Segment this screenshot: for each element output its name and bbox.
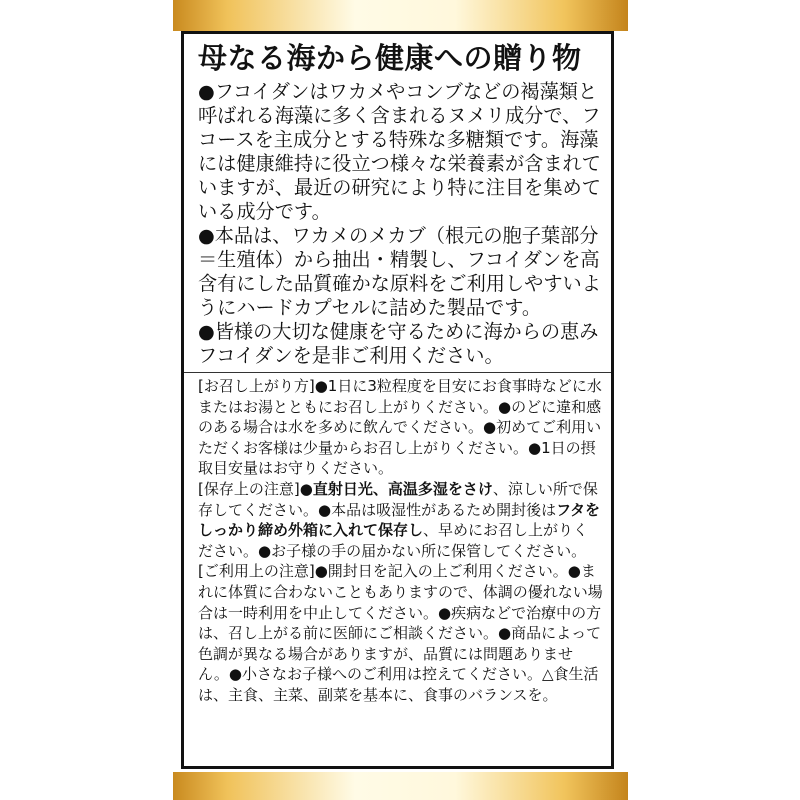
intro-paragraph: ●フコイダンはワカメやコンブなどの褐藻類と呼ばれる海藻に多く含まれるヌメリ成分で、フコースを主成分とする特殊な多糖類です。海藻には健康維持に役立つ様々な栄養素が含まれていますが、最近の研究により特に注目を集めている成分です。 bbox=[198, 80, 601, 223]
storage-text: ● bbox=[299, 479, 313, 498]
notes-section bbox=[198, 376, 603, 706]
storage-text: 、涼しい所で保存してください。●本品は吸湿性があるため開封後は bbox=[198, 479, 598, 519]
caution-text: ●開封日を記入の上ご利用ください。●まれに体質に合わないこともありますので、体調の優れない場合は一時利用を中止してください。●疾病などで治療中の方は、召し上がる前に医師にご相談ください。●商品によって色調が異なる場合がありますが、品質には問題ありません。●小さなお子様へのご利用は控えてください。△食生活は、主食、主菜、副菜を基本に、食事のバランスを。 bbox=[198, 562, 603, 704]
intro-paragraph: ●本品は、ワカメのメカブ（根元の胞子葉部分＝生殖体）から抽出・精製し、フコイダンを高含有にした品質確かな原料をご利用しやすいようにハードカプセルに詰めた製品です。 bbox=[198, 224, 601, 319]
caution-heading: [ご利用上の注意] bbox=[198, 562, 315, 581]
storage-heading: [保存上の注意] bbox=[198, 479, 300, 498]
caution-note bbox=[198, 561, 603, 705]
usage-text: ●1日に3粒程度を目安にお食事時などに水またはお湯とともにお召し上がりください。●のどに違和感のある場合は水を多めに飲んでください。●初めてご利用いただくお客様は少量からお召し上がりください。●1日の摂取目安量はお守りください。 bbox=[198, 377, 602, 478]
intro-section bbox=[198, 80, 603, 368]
usage-heading: [お召し上がり方] bbox=[198, 377, 315, 395]
page-title: 母なる海から健康への贈り物 bbox=[198, 41, 582, 75]
label-panel bbox=[181, 31, 614, 769]
storage-emphasis: フタをしっかり締め外箱に入れて保存し bbox=[198, 500, 601, 540]
storage-text: 、早めにお召し上がりください。●お子様の手の届かない所に保管してください。 bbox=[198, 521, 589, 560]
usage-note bbox=[198, 376, 603, 479]
storage-note bbox=[198, 479, 603, 561]
intro-paragraph: ●皆様の大切な健康を守るために海からの恵みフコイダンを是非ご利用ください。 bbox=[198, 320, 599, 367]
gold-band-bottom bbox=[173, 772, 628, 800]
section-divider bbox=[184, 372, 611, 373]
gold-band-top bbox=[173, 0, 628, 31]
storage-emphasis: 直射日光、高温多湿をさけ bbox=[312, 479, 493, 498]
